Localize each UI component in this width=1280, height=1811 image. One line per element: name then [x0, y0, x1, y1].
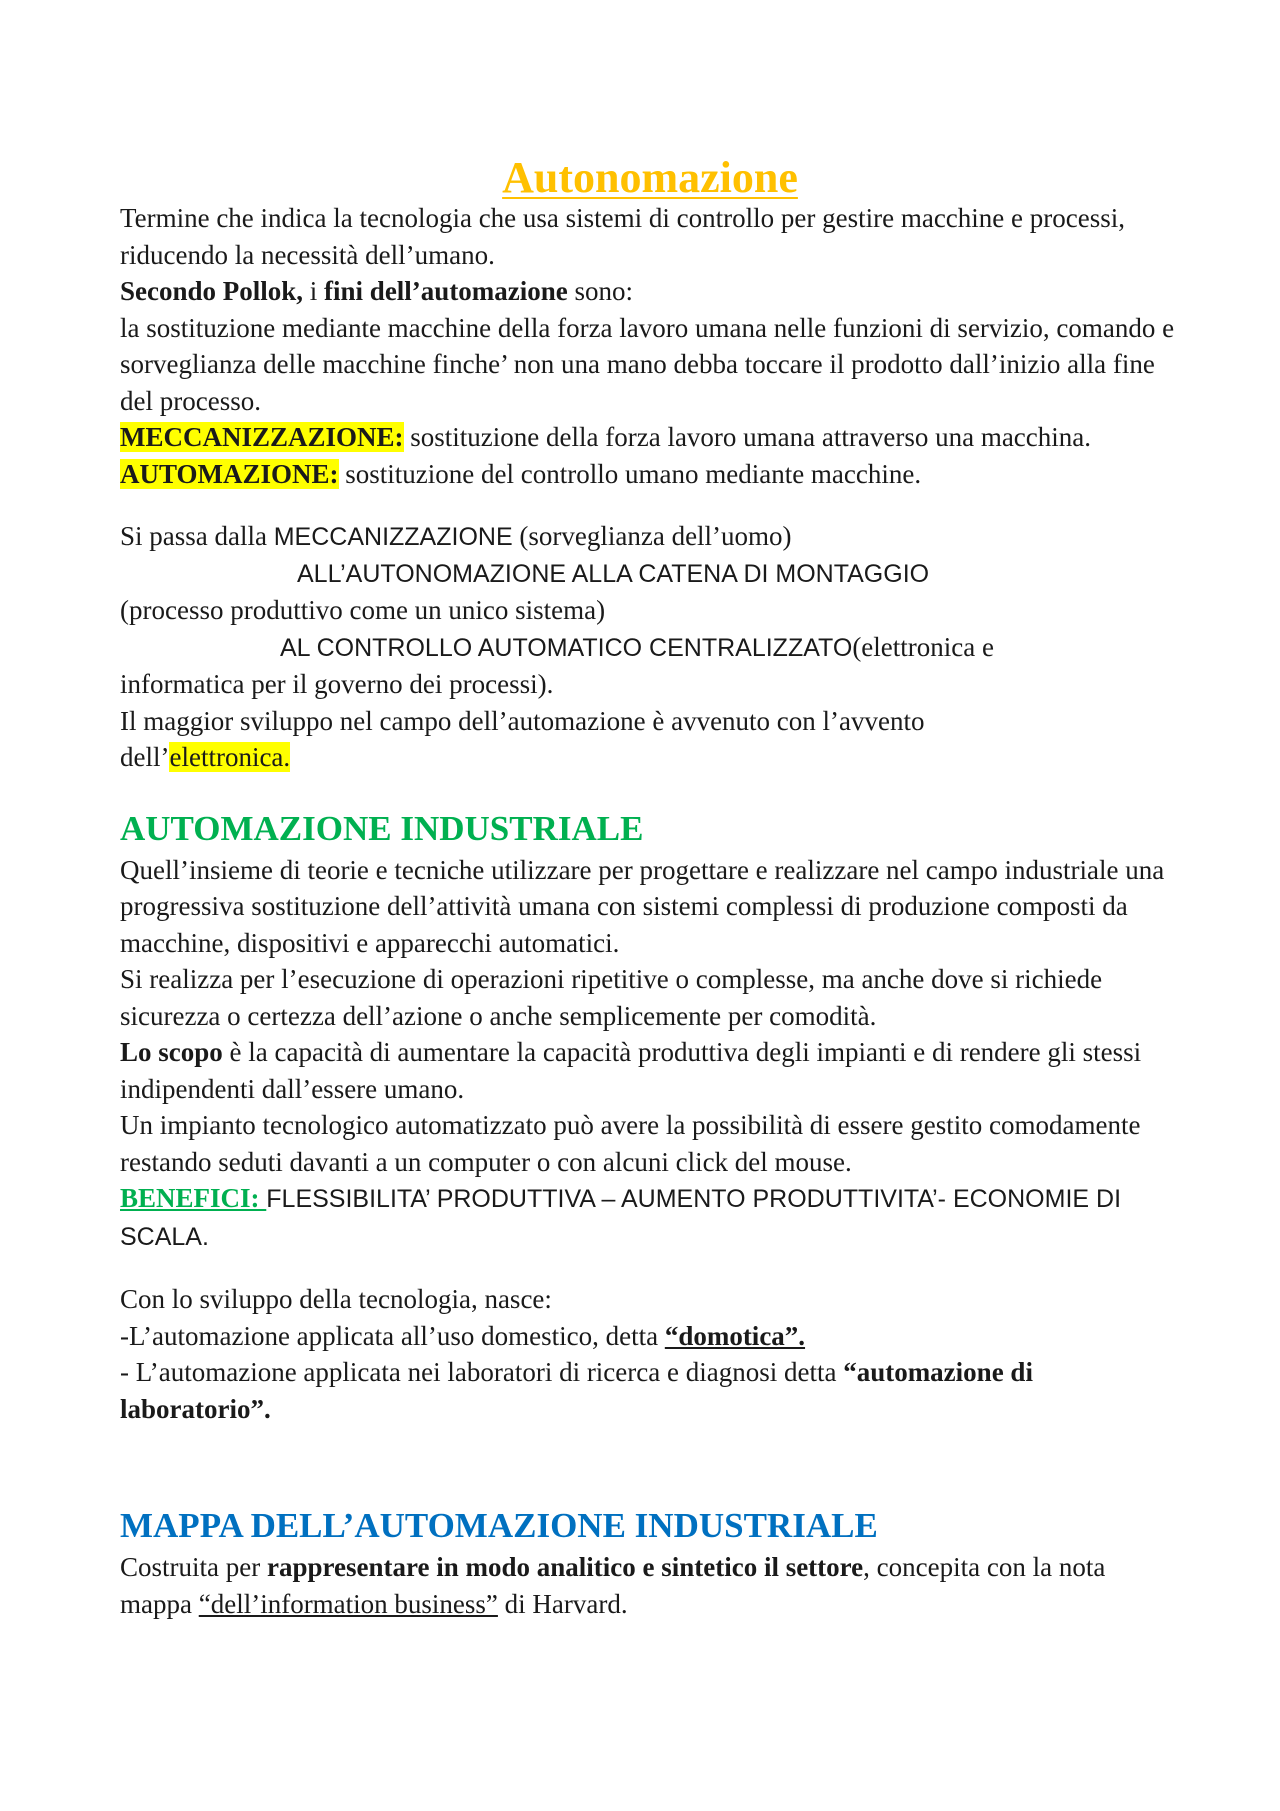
pollok-definition: la sostituzione mediante macchine della forza lavoro umana nelle funzioni di servizio, comando e sorveglianza delle macchine finche’ non una mano debba toccare il prodotto dall’inizio alla fine del processo.: [120, 312, 1175, 416]
information-business-term: “dell’information business”: [198, 1588, 498, 1619]
pollok-bold: Secondo Pollok,: [120, 276, 304, 306]
scope-text: è la capacità di aumentare la capacità produttiva degli impianti e di rendere gli stessi indipendenti dall’essere umano.: [120, 1037, 1142, 1104]
automazione-text: sostituzione del controllo umano mediante macchine.: [338, 458, 922, 489]
evolution-text: (sorveglianza dell’uomo): [512, 521, 792, 551]
scope-label: Lo scopo: [120, 1037, 223, 1067]
pollok-mid: i: [303, 276, 325, 306]
industrial-paragraph-1: Quell’insieme di teorie e tecniche utilizzare per progettare e realizzare nel campo industriale una progressiva sostituzione dell’attività umana con sistemi complessi di produzione composti da macchine, dispositivi e apparecchi automatici.: [120, 854, 1165, 958]
benefits-paragraph: [120, 1180, 1180, 1255]
laboratorio-term: “automazione di laboratorio”.: [120, 1357, 1033, 1424]
evolution-line-6: Il maggior sviluppo nel campo dell’automazione è avvenuto con l’avvento: [120, 705, 925, 736]
map-text: di Harvard.: [497, 1588, 628, 1619]
map-bold: rappresentare in modo analitico e sintetico il settore: [266, 1552, 864, 1582]
elettronica-highlight: elettronica.: [169, 742, 291, 772]
evolution-line-5: informatica per il governo dei processi).: [120, 669, 554, 699]
map-text: , concepita con la nota mappa: [120, 1552, 1106, 1619]
spacer: [120, 1255, 1180, 1281]
page-title: Autonomazione: [502, 153, 798, 202]
evolution-line-3: (processo produttivo come un unico sistema): [120, 595, 606, 625]
evolution-line-7: [120, 739, 1180, 776]
evolution-controllo: AL CONTROLLO AUTOMATICO CENTRALIZZATO: [280, 633, 853, 662]
evolution-line-2: ALL’AUTONOMAZIONE ALLA CATENA DI MONTAGGIO: [297, 559, 930, 588]
spacer: [120, 492, 1180, 518]
evolution-mecc: MECCANIZZAZIONE: [273, 523, 513, 551]
pollok-end: sono:: [567, 276, 634, 306]
development-item-1: [120, 1318, 1180, 1355]
automazione-label: AUTOMAZIONE:: [120, 458, 339, 489]
map-text: Costruita per: [120, 1552, 267, 1582]
industrial-heading: AUTOMAZIONE INDUSTRIALE: [120, 808, 644, 848]
benefits-text: FLESSIBILITA’ PRODUTTIVA – AUMENTO PRODUTTIVITA’- ECONOMIE DI SCALA.: [120, 1185, 1122, 1251]
spacer: [120, 1427, 1180, 1503]
automazione-definition: [120, 456, 1180, 493]
map-paragraph: [120, 1549, 1180, 1622]
evolution-line-4: [120, 629, 1180, 667]
meccanizzazione-definition: [120, 419, 1180, 456]
pollok-line: [120, 273, 1180, 310]
definition-paragraph: Termine che indica la tecnologia che usa sistemi di controllo per gestire macchine e processi, riducendo la necessità dell’umano.: [120, 203, 1125, 270]
meccanizzazione-text: sostituzione della forza lavoro umana attraverso una macchina.: [403, 422, 1092, 452]
development-item-2: [120, 1354, 1180, 1427]
evolution-text: Si passa dalla: [120, 521, 274, 551]
industrial-paragraph-2: Si realizza per l’esecuzione di operazioni ripetitive o complesse, ma anche dove si richiede sicurezza o certezza dell’azione o anche semplicemente per comodità.: [120, 964, 1103, 1031]
benefits-label: BENEFICI:: [120, 1183, 267, 1213]
document-content: [120, 150, 1180, 1622]
development-intro: Con lo sviluppo della tecnologia, nasce:: [120, 1284, 552, 1314]
scope-paragraph: [120, 1034, 1180, 1107]
development-text: - L’automazione applicata nei laboratori di ricerca e diagnosi detta: [120, 1357, 844, 1387]
evolution-text: dell’: [120, 742, 170, 772]
development-text: -L’automazione applicata all’uso domestico, detta: [120, 1320, 665, 1351]
meccanizzazione-label: MECCANIZZAZIONE:: [120, 422, 404, 452]
map-heading: MAPPA DELL’AUTOMAZIONE INDUSTRIALE: [120, 1506, 878, 1545]
domotica-term: “domotica”.: [664, 1320, 806, 1351]
evolution-text: (elettronica e: [852, 631, 994, 662]
evolution-line-1: [120, 518, 1180, 556]
fini-bold: fini dell’automazione: [324, 276, 568, 306]
industrial-paragraph-4: Un impianto tecnologico automatizzato può avere la possibilità di essere gestito comodamente restando seduti davanti a un computer o con alcuni click del mouse.: [120, 1110, 1141, 1177]
